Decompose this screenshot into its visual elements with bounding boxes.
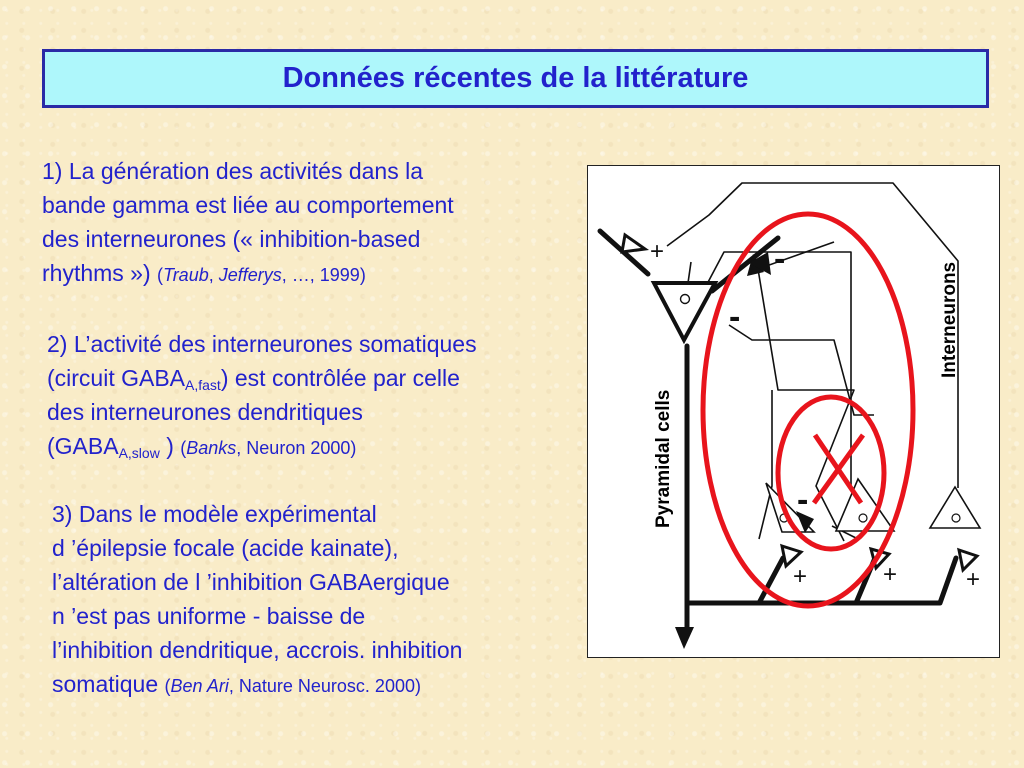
citation-author: Banks (186, 438, 237, 458)
citation-open: ( (164, 676, 171, 696)
paragraph-line (52, 667, 462, 703)
citation-separator: , (208, 265, 219, 285)
citation (180, 438, 356, 458)
minus-sign: - (797, 481, 809, 519)
paragraph-text: rhythms ») (42, 260, 151, 286)
minus-sign: - (774, 240, 786, 278)
interneuron-descend-line (759, 390, 772, 539)
pyramidal-cell-body (654, 283, 715, 340)
subscript: A,fast (185, 377, 221, 393)
citation (165, 676, 421, 696)
paragraph-line: des interneurones dendritiques (47, 399, 363, 425)
minus-sign: - (729, 298, 741, 336)
paragraph-line (47, 429, 477, 465)
paragraph-line (42, 256, 454, 292)
plus-sign: + (793, 563, 808, 590)
citation (157, 265, 366, 285)
citation-rest: , …, 1999) (281, 265, 366, 285)
title-box (42, 49, 989, 108)
circuit-svg (588, 166, 999, 657)
inhibition-markings (703, 214, 913, 606)
circuit-diagram (587, 165, 1000, 658)
dendritic-interneuron-ellipse (778, 397, 884, 549)
paragraph-text: somatique (52, 671, 159, 697)
citation-open: ( (157, 265, 164, 285)
paragraph-line: d ’épilepsie focale (acide kainate), (52, 535, 399, 561)
interneurons-label: Interneurons (939, 261, 960, 378)
paragraph-text: ) (159, 433, 174, 459)
paragraph-line: bande gamma est liée au comportement (42, 192, 454, 218)
paragraph-text: ) est contrôlée par celle (220, 365, 460, 391)
excitatory-synapse-1 (622, 235, 645, 252)
citation-author: Jefferys (218, 265, 282, 285)
slide-title: Données récentes de la littérature (282, 62, 749, 94)
citation-author: Traub (163, 265, 209, 285)
recurrent-collateral-line (687, 558, 956, 603)
paragraph-line: n ’est pas uniforme - baisse de (52, 603, 366, 629)
interneurons-ellipse (703, 214, 913, 606)
paragraph-line: 3) Dans le modèle expérimental (52, 501, 377, 527)
pyramidal-cells-label: Pyramidal cells (653, 389, 674, 528)
paragraph-epilepsy-model (52, 497, 462, 703)
paragraph-line: l’inhibition dendritique, accrois. inhibition (52, 637, 463, 663)
plus-sign: + (966, 566, 981, 593)
paragraph-line (47, 361, 477, 395)
paragraph-line: des interneurones (« inhibition-based (42, 226, 421, 252)
paragraph-line: l’altération de l ’inhibition GABAergique (52, 569, 450, 595)
paragraph-text: (GABA (47, 433, 119, 459)
citation-author: Ben Ari (170, 676, 229, 696)
paragraph-somatic-interneurons (47, 327, 477, 465)
citation-open: ( (180, 438, 187, 458)
axon-arrowhead (675, 627, 694, 649)
paragraph-line: 2) L’activité des interneurones somatiques (47, 331, 477, 357)
paragraph-line: 1) La génération des activités dans la (42, 158, 424, 184)
paragraph-gamma-activity (42, 154, 454, 292)
plus-sign: + (650, 238, 665, 265)
paragraph-text: (circuit GABA (47, 365, 186, 391)
subscript: A,slow (118, 445, 160, 461)
citation-rest: , Nature Neurosc. 2000) (228, 676, 421, 696)
plus-sign: + (883, 561, 898, 588)
citation-rest: , Neuron 2000) (236, 438, 357, 458)
